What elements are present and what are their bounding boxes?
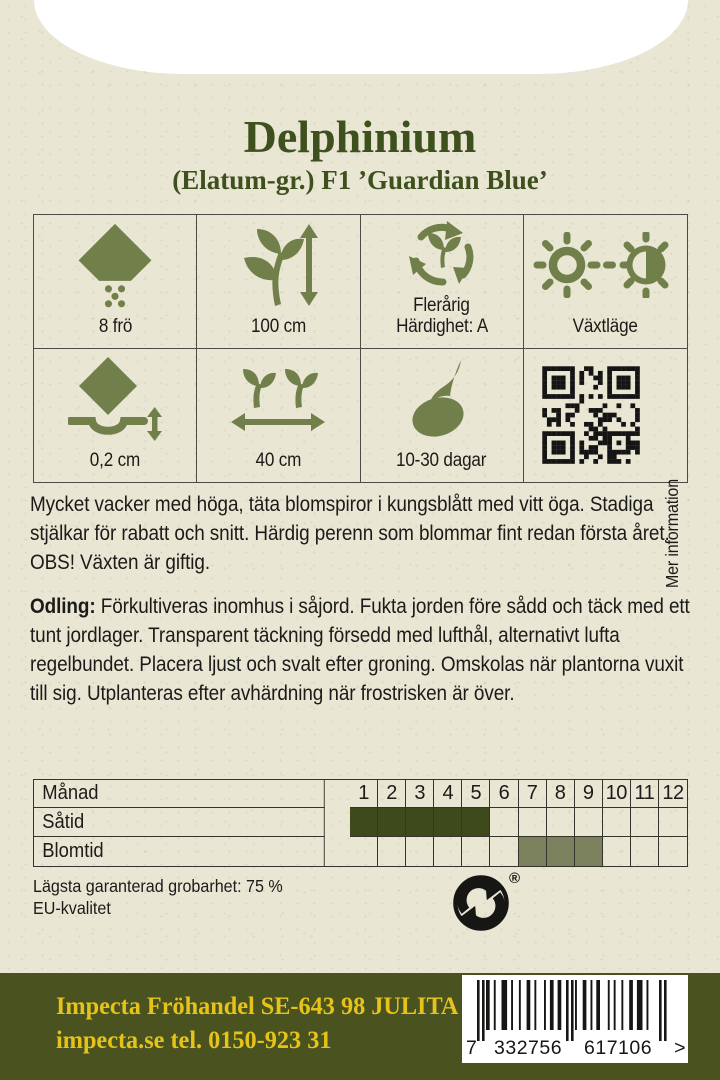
germination-iconwrap (361, 349, 523, 451)
calendar-cell-såtid-11 (631, 808, 659, 837)
green-dot-icon (452, 874, 510, 932)
calendar-cell-blomtid-6 (490, 837, 518, 866)
plant-height-icon (235, 224, 321, 306)
calendar-month-header-8: 8 (547, 780, 575, 808)
calendar-cell-blomtid-8 (547, 837, 575, 866)
calendar-month-header-6: 6 (490, 780, 518, 808)
calendar-row-label-0: Såtid (34, 808, 325, 837)
info-label-germination: 10-30 dagar (396, 450, 487, 471)
barcode-group1: 332756 (494, 1037, 563, 1059)
qr-code (533, 357, 649, 473)
cultivation-text (30, 592, 695, 708)
info-cell-light (524, 215, 687, 349)
calendar-cell-blomtid-7 (519, 837, 547, 866)
packet-subtitle: (Elatum-gr.) F1 ’Guardian Blue’ (172, 165, 548, 195)
calendar-row-label-1: Blomtid (34, 837, 325, 866)
calendar-month-header-11: 11 (631, 780, 659, 808)
seed-count-icon (71, 222, 159, 308)
calendar-month-header-9: 9 (575, 780, 603, 808)
green-dot-logo (452, 870, 524, 938)
info-label-sowing-depth: 0,2 cm (89, 450, 141, 471)
calendar-month-header-4: 4 (434, 780, 462, 808)
quality-statement (33, 875, 283, 919)
calendar-month-header-12: 12 (659, 780, 687, 808)
info-label-perennial-1: Flerårig (413, 294, 470, 316)
calendar-cell-blomtid-11 (631, 837, 659, 866)
calendar-cell-såtid-9 (575, 808, 603, 837)
packet-top-cutout (34, 0, 688, 74)
calendar-cell-såtid-2 (378, 808, 406, 837)
sun-exposure-iconwrap (524, 215, 687, 316)
calendar-month-header-10: 10 (603, 780, 631, 808)
calendar-cell-blomtid-10 (603, 837, 631, 866)
calendar-cell-såtid-3 (406, 808, 434, 837)
calendar-cell-såtid-4 (434, 808, 462, 837)
calendar-cell-blomtid-1 (350, 837, 378, 866)
sun-exposure-icon (531, 232, 679, 298)
sowing-calendar (33, 779, 688, 867)
info-cell-spacing (197, 349, 360, 483)
cultivation-body: Förkultiveras inomhus i såjord. Fukta jorden före sådd och täck med ett tunt jordlager. Transparent täckning försedd med lufthål, alternativt lufta regelbundet. Placera ljust och svalt efter groning. Omskolas när plantorna vuxit till sig. Utplanteras efter avhärdning när frostrisken är över. (30, 594, 690, 705)
info-label-height: 100 cm (250, 315, 306, 337)
perennial-iconwrap (361, 215, 523, 295)
calendar-cell-blomtid-2 (378, 837, 406, 866)
registered-mark: ® (509, 870, 521, 887)
barcode-lead-digit: 7 (466, 1037, 478, 1059)
calendar-cell-såtid-12 (659, 808, 687, 837)
info-cell-seed-count (34, 215, 197, 349)
barcode (462, 975, 688, 1063)
calendar-month-header-5: 5 (462, 780, 490, 808)
info-cell-perennial (361, 215, 524, 349)
info-cell-sowing-depth (34, 349, 197, 483)
info-label-perennial-2: Härdighet: A (395, 315, 488, 337)
calendar-cell-blomtid-4 (434, 837, 462, 866)
calendar-cell-blomtid-9 (575, 837, 603, 866)
calendar-cell-blomtid-5 (462, 837, 490, 866)
seed-count-iconwrap (34, 215, 196, 316)
plant-spacing-iconwrap (197, 349, 359, 451)
germination-guarantee: Lägsta garanterad grobarhet: 75 % (33, 876, 283, 896)
info-label-spacing: 40 cm (255, 450, 302, 471)
cultivation-label: Odling: (30, 594, 96, 618)
calendar-cell-såtid-7 (519, 808, 547, 837)
calendar-month-header-3: 3 (406, 780, 434, 808)
calendar-cell-blomtid-12 (659, 837, 687, 866)
calendar-cell-såtid-6 (490, 808, 518, 837)
company-address: Impecta Fröhandel SE-643 98 JULITA (56, 993, 459, 1020)
calendar-month-header-1: 1 (350, 780, 378, 808)
perennial-icon (407, 220, 477, 290)
sowing-depth-icon (68, 357, 162, 441)
barcode-group2: 617106 (584, 1037, 653, 1059)
info-cell-germination (361, 349, 524, 483)
calendar-month-header-2: 2 (378, 780, 406, 808)
plant-height-iconwrap (197, 215, 359, 316)
calendar-cell-blomtid-3 (406, 837, 434, 866)
info-cell-height (197, 215, 360, 349)
germination-icon (411, 360, 473, 438)
calendar-month-label: Månad (34, 780, 325, 808)
calendar-cell-såtid-1 (350, 808, 378, 837)
packet-title: Delphinium (243, 111, 477, 162)
info-label-light: Växtläge (572, 315, 638, 337)
calendar-cell-såtid-10 (603, 808, 631, 837)
sowing-depth-iconwrap (34, 349, 196, 451)
barcode-bars (462, 975, 688, 1045)
description-text: Mycket vacker med höga, täta blomspiror i kungsblått med vitt öga. Stadiga stjälkar för rabatt och snitt. Härdig perenn som blommar fint redan första året. OBS! Växten är giftig. (30, 492, 670, 574)
barcode-end-mark: > (674, 1037, 686, 1059)
calendar-cell-såtid-8 (547, 808, 575, 837)
company-contact: impecta.se tel. 0150-923 31 (56, 1027, 332, 1054)
plant-spacing-icon (231, 366, 325, 432)
eu-quality: EU-kvalitet (33, 898, 111, 918)
footer-bar (0, 973, 720, 1080)
qr-label: Mer information (662, 479, 682, 589)
info-label-seed-count: 8 frö (98, 315, 132, 337)
info-cell-qr (524, 349, 687, 589)
calendar-cell-såtid-5 (462, 808, 490, 837)
calendar-month-header-7: 7 (519, 780, 547, 808)
